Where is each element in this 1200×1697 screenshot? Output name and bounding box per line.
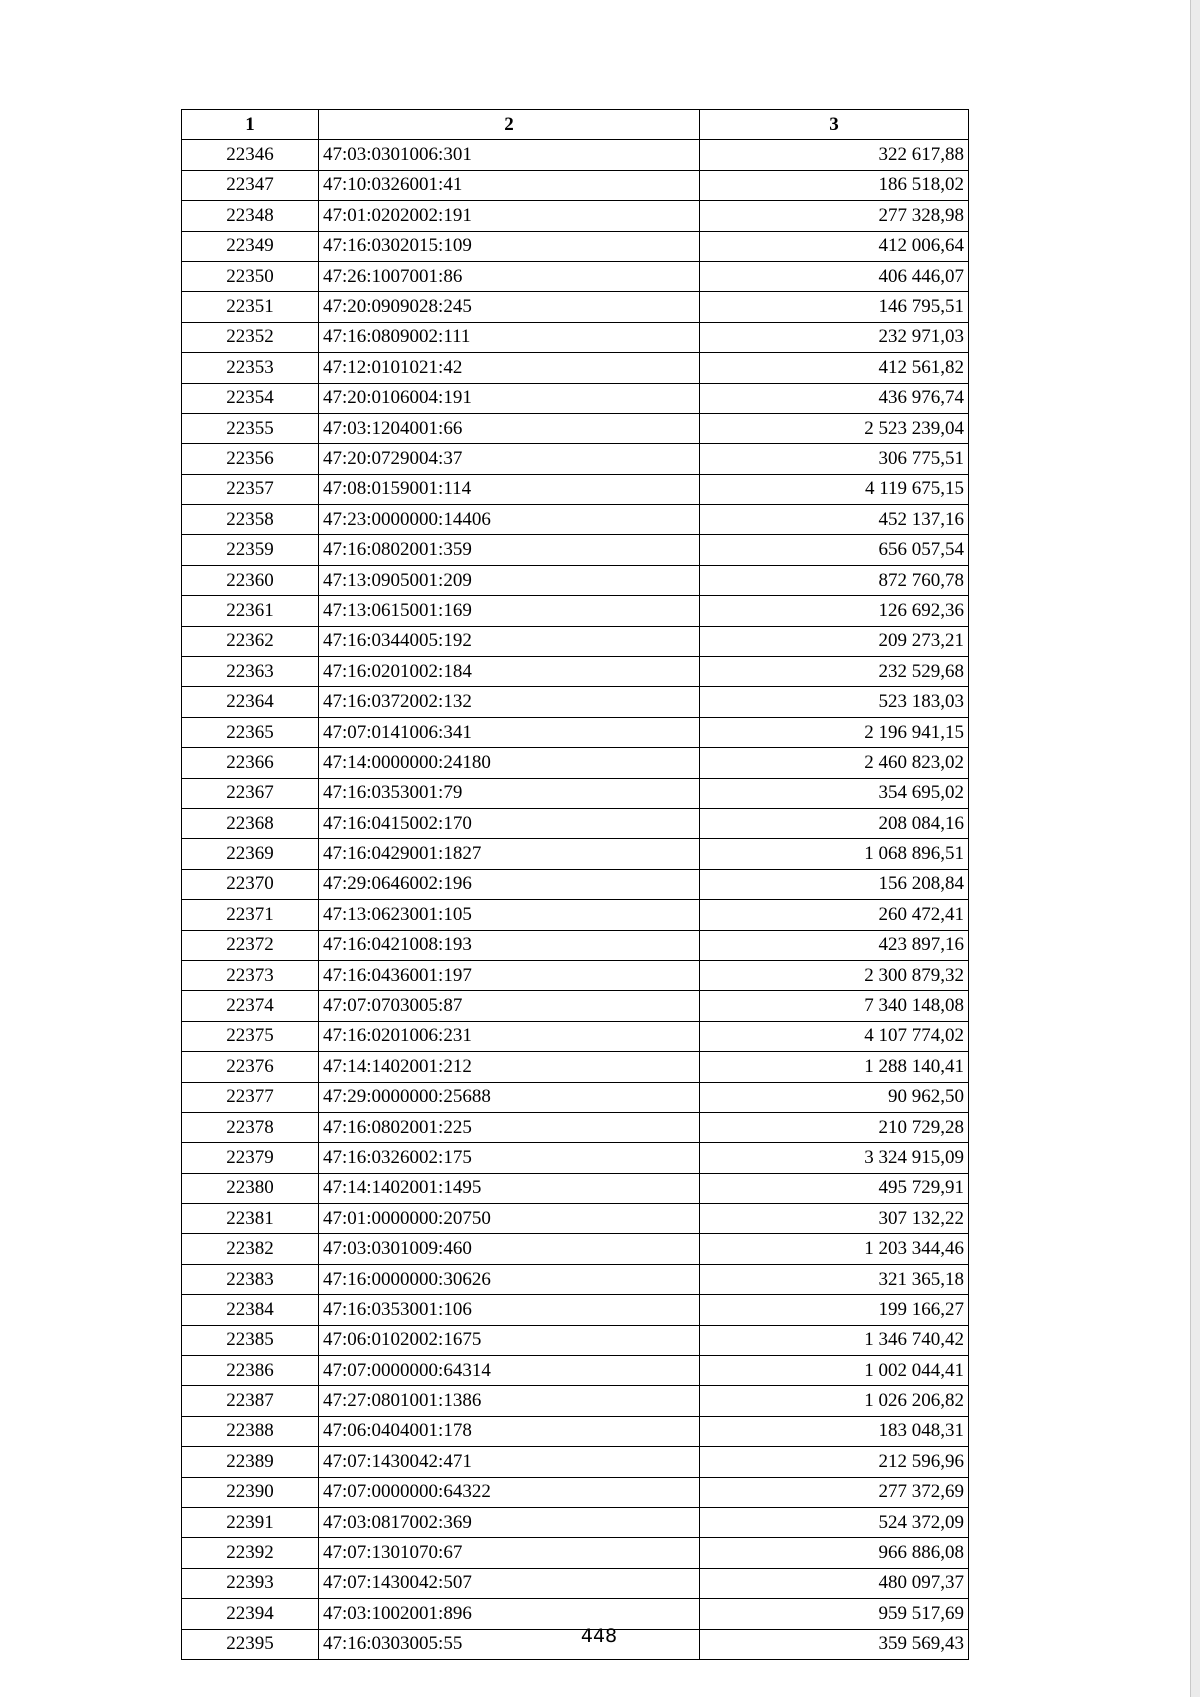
cadastral-number-cell: 47:14:1402001:212 xyxy=(319,1052,700,1082)
value-cell: 2 523 239,04 xyxy=(700,413,969,443)
value-cell: 359 569,43 xyxy=(700,1629,969,1659)
value-cell: 412 006,64 xyxy=(700,231,969,261)
value-cell: 307 132,22 xyxy=(700,1204,969,1234)
row-number-cell: 22351 xyxy=(182,292,319,322)
cadastral-number-cell: 47:16:0429001:1827 xyxy=(319,839,700,869)
value-cell: 146 795,51 xyxy=(700,292,969,322)
cadastral-number-cell: 47:26:1007001:86 xyxy=(319,261,700,291)
table-row xyxy=(182,322,969,352)
cadastral-number-cell: 47:07:0000000:64322 xyxy=(319,1477,700,1507)
row-number-cell: 22358 xyxy=(182,505,319,535)
row-number-cell: 22375 xyxy=(182,1021,319,1051)
table-row xyxy=(182,1021,969,1051)
value-cell: 277 328,98 xyxy=(700,201,969,231)
value-cell: 321 365,18 xyxy=(700,1264,969,1294)
row-number-cell: 22395 xyxy=(182,1629,319,1659)
cadastral-number-cell: 47:16:0802001:359 xyxy=(319,535,700,565)
value-cell: 232 529,68 xyxy=(700,657,969,687)
column-header-1: 1 xyxy=(182,110,319,140)
table-row xyxy=(182,900,969,930)
value-cell: 412 561,82 xyxy=(700,353,969,383)
value-cell: 2 460 823,02 xyxy=(700,748,969,778)
value-cell: 186 518,02 xyxy=(700,170,969,200)
cadastral-number-cell: 47:29:0000000:25688 xyxy=(319,1082,700,1112)
value-cell: 322 617,88 xyxy=(700,140,969,170)
row-number-cell: 22383 xyxy=(182,1264,319,1294)
cadastral-number-cell: 47:03:0817002:369 xyxy=(319,1507,700,1537)
table-row xyxy=(182,1173,969,1203)
value-cell: 210 729,28 xyxy=(700,1112,969,1142)
table-row xyxy=(182,960,969,990)
table-row xyxy=(182,565,969,595)
value-cell: 260 472,41 xyxy=(700,900,969,930)
row-number-cell: 22394 xyxy=(182,1599,319,1629)
table-row xyxy=(182,991,969,1021)
value-cell: 423 897,16 xyxy=(700,930,969,960)
row-number-cell: 22364 xyxy=(182,687,319,717)
row-number-cell: 22363 xyxy=(182,657,319,687)
value-cell: 199 166,27 xyxy=(700,1295,969,1325)
row-number-cell: 22368 xyxy=(182,808,319,838)
row-number-cell: 22362 xyxy=(182,626,319,656)
value-cell: 524 372,09 xyxy=(700,1507,969,1537)
table-row xyxy=(182,808,969,838)
value-cell: 277 372,69 xyxy=(700,1477,969,1507)
table-row xyxy=(182,353,969,383)
cadastral-number-cell: 47:16:0421008:193 xyxy=(319,930,700,960)
row-number-cell: 22393 xyxy=(182,1568,319,1598)
table-row xyxy=(182,261,969,291)
cadastral-number-cell: 47:06:0102002:1675 xyxy=(319,1325,700,1355)
value-cell: 232 971,03 xyxy=(700,322,969,352)
cadastral-number-cell: 47:16:0326002:175 xyxy=(319,1143,700,1173)
cadastral-number-cell: 47:27:0801001:1386 xyxy=(319,1386,700,1416)
cadastral-number-cell: 47:08:0159001:114 xyxy=(319,474,700,504)
row-number-cell: 22365 xyxy=(182,717,319,747)
cadastral-number-cell: 47:14:0000000:24180 xyxy=(319,748,700,778)
row-number-cell: 22385 xyxy=(182,1325,319,1355)
row-number-cell: 22382 xyxy=(182,1234,319,1264)
cadastral-number-cell: 47:16:0000000:30626 xyxy=(319,1264,700,1294)
page-edge xyxy=(1190,0,1200,1697)
table-body xyxy=(182,140,969,1660)
row-number-cell: 22380 xyxy=(182,1173,319,1203)
table-row xyxy=(182,1325,969,1355)
table-row xyxy=(182,1204,969,1234)
cadastral-number-cell: 47:16:0302015:109 xyxy=(319,231,700,261)
row-number-cell: 22353 xyxy=(182,353,319,383)
table-row xyxy=(182,778,969,808)
table-row xyxy=(182,170,969,200)
value-cell: 7 340 148,08 xyxy=(700,991,969,1021)
value-cell: 656 057,54 xyxy=(700,535,969,565)
value-cell: 208 084,16 xyxy=(700,808,969,838)
cadastral-number-cell: 47:16:0201006:231 xyxy=(319,1021,700,1051)
value-cell: 523 183,03 xyxy=(700,687,969,717)
row-number-cell: 22359 xyxy=(182,535,319,565)
table-row xyxy=(182,748,969,778)
row-number-cell: 22369 xyxy=(182,839,319,869)
cadastral-number-cell: 47:07:1430042:471 xyxy=(319,1447,700,1477)
table-row xyxy=(182,1052,969,1082)
row-number-cell: 22354 xyxy=(182,383,319,413)
cadastral-number-cell: 47:13:0615001:169 xyxy=(319,596,700,626)
cadastral-number-cell: 47:03:1002001:896 xyxy=(319,1599,700,1629)
table-row xyxy=(182,596,969,626)
value-cell: 436 976,74 xyxy=(700,383,969,413)
value-cell: 452 137,16 xyxy=(700,505,969,535)
data-table xyxy=(181,109,969,1660)
cadastral-number-cell: 47:16:0415002:170 xyxy=(319,808,700,838)
cadastral-number-cell: 47:01:0202002:191 xyxy=(319,201,700,231)
row-number-cell: 22378 xyxy=(182,1112,319,1142)
table-row xyxy=(182,474,969,504)
row-number-cell: 22348 xyxy=(182,201,319,231)
table-row xyxy=(182,626,969,656)
cadastral-number-cell: 47:29:0646002:196 xyxy=(319,869,700,899)
cadastral-number-cell: 47:03:0301009:460 xyxy=(319,1234,700,1264)
value-cell: 1 002 044,41 xyxy=(700,1356,969,1386)
table-row xyxy=(182,1264,969,1294)
row-number-cell: 22355 xyxy=(182,413,319,443)
cadastral-number-cell: 47:16:0353001:79 xyxy=(319,778,700,808)
row-number-cell: 22373 xyxy=(182,960,319,990)
table-row xyxy=(182,930,969,960)
cadastral-number-cell: 47:10:0326001:41 xyxy=(319,170,700,200)
row-number-cell: 22390 xyxy=(182,1477,319,1507)
cadastral-number-cell: 47:20:0106004:191 xyxy=(319,383,700,413)
row-number-cell: 22386 xyxy=(182,1356,319,1386)
value-cell: 1 288 140,41 xyxy=(700,1052,969,1082)
value-cell: 212 596,96 xyxy=(700,1447,969,1477)
value-cell: 183 048,31 xyxy=(700,1416,969,1446)
row-number-cell: 22361 xyxy=(182,596,319,626)
cadastral-number-cell: 47:12:0101021:42 xyxy=(319,353,700,383)
cadastral-number-cell: 47:20:0729004:37 xyxy=(319,444,700,474)
table-row xyxy=(182,1568,969,1598)
table-row xyxy=(182,413,969,443)
row-number-cell: 22367 xyxy=(182,778,319,808)
row-number-cell: 22377 xyxy=(182,1082,319,1112)
row-number-cell: 22376 xyxy=(182,1052,319,1082)
cadastral-number-cell: 47:03:0301006:301 xyxy=(319,140,700,170)
table-row xyxy=(182,505,969,535)
column-header-2: 2 xyxy=(319,110,700,140)
value-cell: 2 196 941,15 xyxy=(700,717,969,747)
value-cell: 1 203 344,46 xyxy=(700,1234,969,1264)
row-number-cell: 22387 xyxy=(182,1386,319,1416)
table-row xyxy=(182,1538,969,1568)
value-cell: 306 775,51 xyxy=(700,444,969,474)
table-header-row xyxy=(182,110,969,140)
value-cell: 90 962,50 xyxy=(700,1082,969,1112)
value-cell: 406 446,07 xyxy=(700,261,969,291)
row-number-cell: 22360 xyxy=(182,565,319,595)
row-number-cell: 22352 xyxy=(182,322,319,352)
row-number-cell: 22366 xyxy=(182,748,319,778)
row-number-cell: 22384 xyxy=(182,1295,319,1325)
value-cell: 156 208,84 xyxy=(700,869,969,899)
value-cell: 4 107 774,02 xyxy=(700,1021,969,1051)
cadastral-number-cell: 47:23:0000000:14406 xyxy=(319,505,700,535)
cadastral-number-cell: 47:16:0353001:106 xyxy=(319,1295,700,1325)
row-number-cell: 22370 xyxy=(182,869,319,899)
cadastral-number-cell: 47:01:0000000:20750 xyxy=(319,1204,700,1234)
value-cell: 959 517,69 xyxy=(700,1599,969,1629)
table-row xyxy=(182,1477,969,1507)
row-number-cell: 22357 xyxy=(182,474,319,504)
cadastral-number-cell: 47:13:0623001:105 xyxy=(319,900,700,930)
row-number-cell: 22356 xyxy=(182,444,319,474)
cadastral-number-cell: 47:07:0000000:64314 xyxy=(319,1356,700,1386)
value-cell: 966 886,08 xyxy=(700,1538,969,1568)
table-row xyxy=(182,140,969,170)
row-number-cell: 22371 xyxy=(182,900,319,930)
row-number-cell: 22372 xyxy=(182,930,319,960)
value-cell: 2 300 879,32 xyxy=(700,960,969,990)
value-cell: 480 097,37 xyxy=(700,1568,969,1598)
cadastral-number-cell: 47:13:0905001:209 xyxy=(319,565,700,595)
table-row xyxy=(182,1295,969,1325)
value-cell: 3 324 915,09 xyxy=(700,1143,969,1173)
value-cell: 126 692,36 xyxy=(700,596,969,626)
table-row xyxy=(182,1082,969,1112)
cadastral-number-cell: 47:16:0436001:197 xyxy=(319,960,700,990)
table-row xyxy=(182,292,969,322)
table-row xyxy=(182,1386,969,1416)
table-row xyxy=(182,717,969,747)
row-number-cell: 22350 xyxy=(182,261,319,291)
row-number-cell: 22381 xyxy=(182,1204,319,1234)
value-cell: 872 760,78 xyxy=(700,565,969,595)
table-row xyxy=(182,687,969,717)
cadastral-number-cell: 47:06:0404001:178 xyxy=(319,1416,700,1446)
cadastral-number-cell: 47:16:0303005:55 xyxy=(319,1629,700,1659)
table-row xyxy=(182,869,969,899)
value-cell: 1 068 896,51 xyxy=(700,839,969,869)
cadastral-number-cell: 47:07:0141006:341 xyxy=(319,717,700,747)
row-number-cell: 22374 xyxy=(182,991,319,1021)
row-number-cell: 22379 xyxy=(182,1143,319,1173)
value-cell: 1 346 740,42 xyxy=(700,1325,969,1355)
value-cell: 1 026 206,82 xyxy=(700,1386,969,1416)
table-row xyxy=(182,1416,969,1446)
table-row xyxy=(182,1112,969,1142)
table-row xyxy=(182,1143,969,1173)
table-row xyxy=(182,383,969,413)
value-cell: 4 119 675,15 xyxy=(700,474,969,504)
table-row xyxy=(182,1447,969,1477)
cadastral-number-cell: 47:16:0809002:111 xyxy=(319,322,700,352)
value-cell: 209 273,21 xyxy=(700,626,969,656)
cadastral-number-cell: 47:16:0372002:132 xyxy=(319,687,700,717)
cadastral-number-cell: 47:16:0344005:192 xyxy=(319,626,700,656)
cadastral-number-cell: 47:14:1402001:1495 xyxy=(319,1173,700,1203)
cadastral-number-cell: 47:07:1301070:67 xyxy=(319,1538,700,1568)
table-row xyxy=(182,839,969,869)
row-number-cell: 22391 xyxy=(182,1507,319,1537)
row-number-cell: 22346 xyxy=(182,140,319,170)
cadastral-number-cell: 47:16:0201002:184 xyxy=(319,657,700,687)
table-row xyxy=(182,1234,969,1264)
column-header-3: 3 xyxy=(700,110,969,140)
row-number-cell: 22347 xyxy=(182,170,319,200)
row-number-cell: 22388 xyxy=(182,1416,319,1446)
cadastral-number-cell: 47:03:1204001:66 xyxy=(319,413,700,443)
table-row xyxy=(182,231,969,261)
value-cell: 354 695,02 xyxy=(700,778,969,808)
cadastral-number-cell: 47:07:0703005:87 xyxy=(319,991,700,1021)
row-number-cell: 22349 xyxy=(182,231,319,261)
cadastral-number-cell: 47:20:0909028:245 xyxy=(319,292,700,322)
page-number: 448 xyxy=(580,1625,618,1647)
row-number-cell: 22392 xyxy=(182,1538,319,1568)
cadastral-number-cell: 47:07:1430042:507 xyxy=(319,1568,700,1598)
table-row xyxy=(182,201,969,231)
table-row xyxy=(182,535,969,565)
table-row xyxy=(182,444,969,474)
cadastral-number-cell: 47:16:0802001:225 xyxy=(319,1112,700,1142)
row-number-cell: 22389 xyxy=(182,1447,319,1477)
table-row xyxy=(182,1356,969,1386)
table-row xyxy=(182,1507,969,1537)
table-row xyxy=(182,657,969,687)
value-cell: 495 729,91 xyxy=(700,1173,969,1203)
